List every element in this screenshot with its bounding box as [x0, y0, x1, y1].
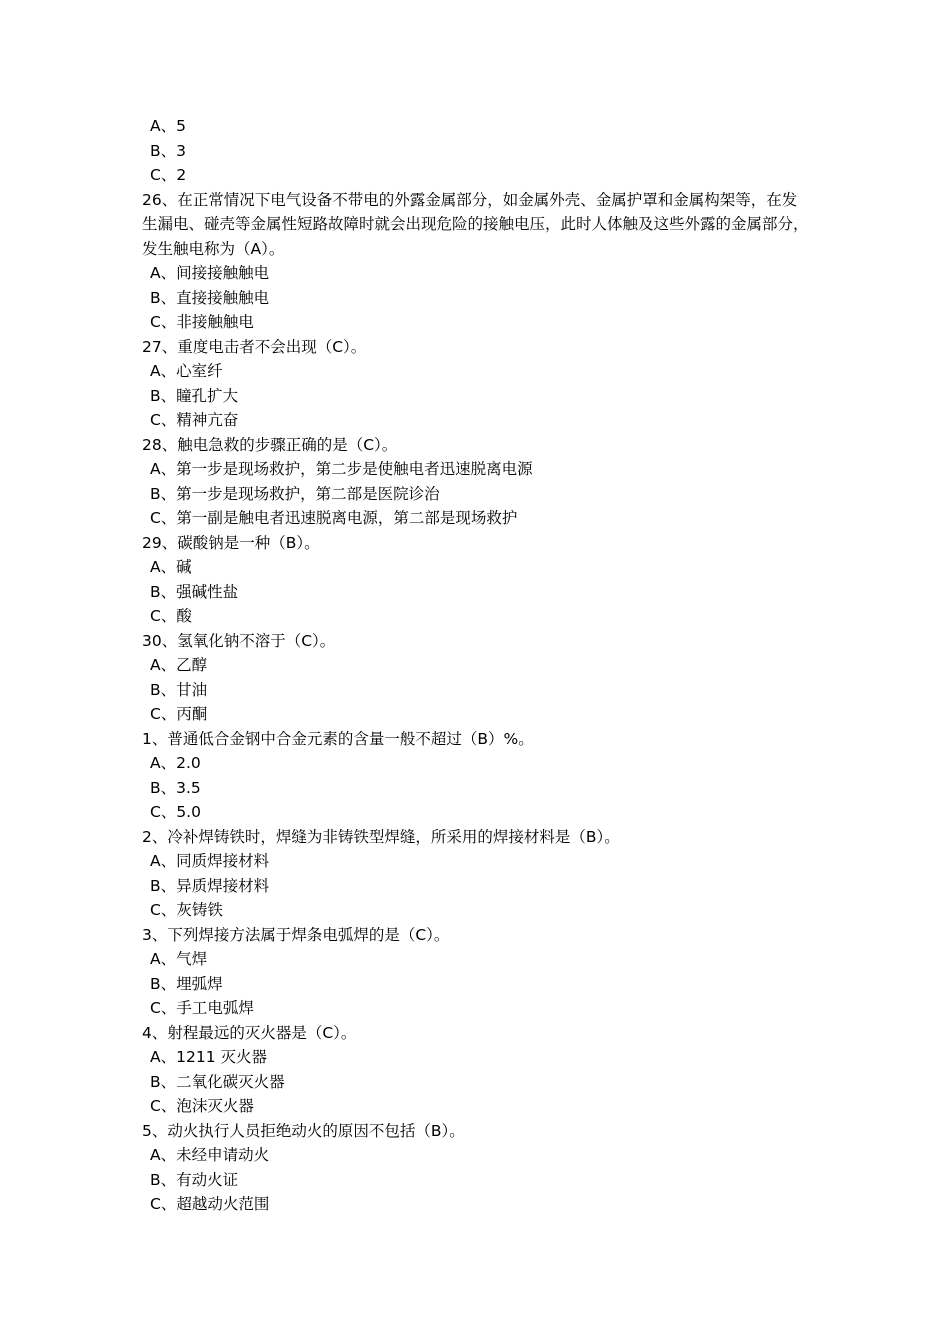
answer-option: C、泡沫灭火器: [150, 1097, 254, 1115]
answer-option: A、心室纤: [150, 362, 223, 380]
answer-option: A、5: [150, 117, 186, 135]
answer-option: A、乙醇: [150, 656, 208, 674]
answer-option: B、埋弧焊: [150, 974, 223, 993]
question-text: 29、碳酸钠是一种（B）。: [142, 533, 320, 552]
answer-option: A、2.0: [150, 754, 201, 772]
answer-option: B、瞳孔扩大: [150, 386, 239, 405]
question-text: 4、射程最远的灭火器是（C）。: [142, 1023, 357, 1042]
answer-option: B、异质焊接材料: [150, 876, 270, 895]
answer-option: A、同质焊接材料: [150, 852, 270, 870]
answer-option: C、酸: [150, 607, 192, 625]
question-text: 5、动火执行人员拒绝动火的原因不包括（B）。: [142, 1121, 465, 1140]
question-text: 2、冷补焊铸铁时，焊缝为非铸铁型焊缝，所采用的焊接材料是（B）。: [142, 827, 620, 846]
answer-option: B、3.5: [150, 778, 201, 797]
answer-option: A、碱: [150, 558, 192, 576]
answer-option: C、第一副是触电者迅速脱离电源，第二部是现场救护: [150, 509, 518, 527]
answer-option: B、甘油: [150, 680, 208, 699]
question-text: 1、普通低合金钢中合金元素的含量一般不超过（B）%。: [142, 729, 534, 748]
answer-option: C、非接触触电: [150, 313, 254, 331]
answer-option: B、有动火证: [150, 1170, 239, 1189]
answer-option: B、3: [150, 141, 186, 160]
question-text: 27、重度电击者不会出现（C）。: [142, 337, 367, 356]
answer-option: C、灰铸铁: [150, 901, 223, 919]
answer-option: C、2: [150, 166, 187, 184]
answer-option: C、丙酮: [150, 705, 208, 723]
document-body: [142, 114, 822, 1217]
question-text: 3、下列焊接方法属于焊条电弧焊的是（C）。: [142, 925, 450, 944]
answer-option: C、超越动火范围: [150, 1195, 270, 1213]
answer-option: B、强碱性盐: [150, 582, 239, 601]
answer-option: B、直接接触触电: [150, 288, 270, 307]
answer-option: A、第一步是现场救护，第二步是使触电者迅速脱离电源: [150, 460, 533, 478]
answer-option: A、1211 灭火器: [150, 1048, 267, 1066]
answer-option: A、间接接触触电: [150, 264, 270, 282]
question-text: 28、触电急救的步骤正确的是（C）。: [142, 435, 398, 454]
answer-option: B、二氧化碳灭火器: [150, 1072, 285, 1091]
answer-option: C、手工电弧焊: [150, 999, 254, 1017]
question-text: 30、氢氧化钠不溶于（C）。: [142, 631, 336, 650]
answer-option: B、第一步是现场救护，第二部是医院诊治: [150, 484, 440, 503]
answer-option: C、5.0: [150, 803, 201, 821]
question-text: 26、在正常情况下电气设备不带电的外露金属部分，如金属外壳、金属护罩和金属构架等，在发生漏电、碰壳等金属性短路故障时就会出现危险的接触电压，此时人体触及这些外露的金属部分，发生触电称为（A）。: [142, 190, 809, 258]
answer-option: A、气焊: [150, 950, 208, 968]
answer-option: C、精神亢奋: [150, 411, 239, 429]
answer-option: A、未经申请动火: [150, 1146, 270, 1164]
